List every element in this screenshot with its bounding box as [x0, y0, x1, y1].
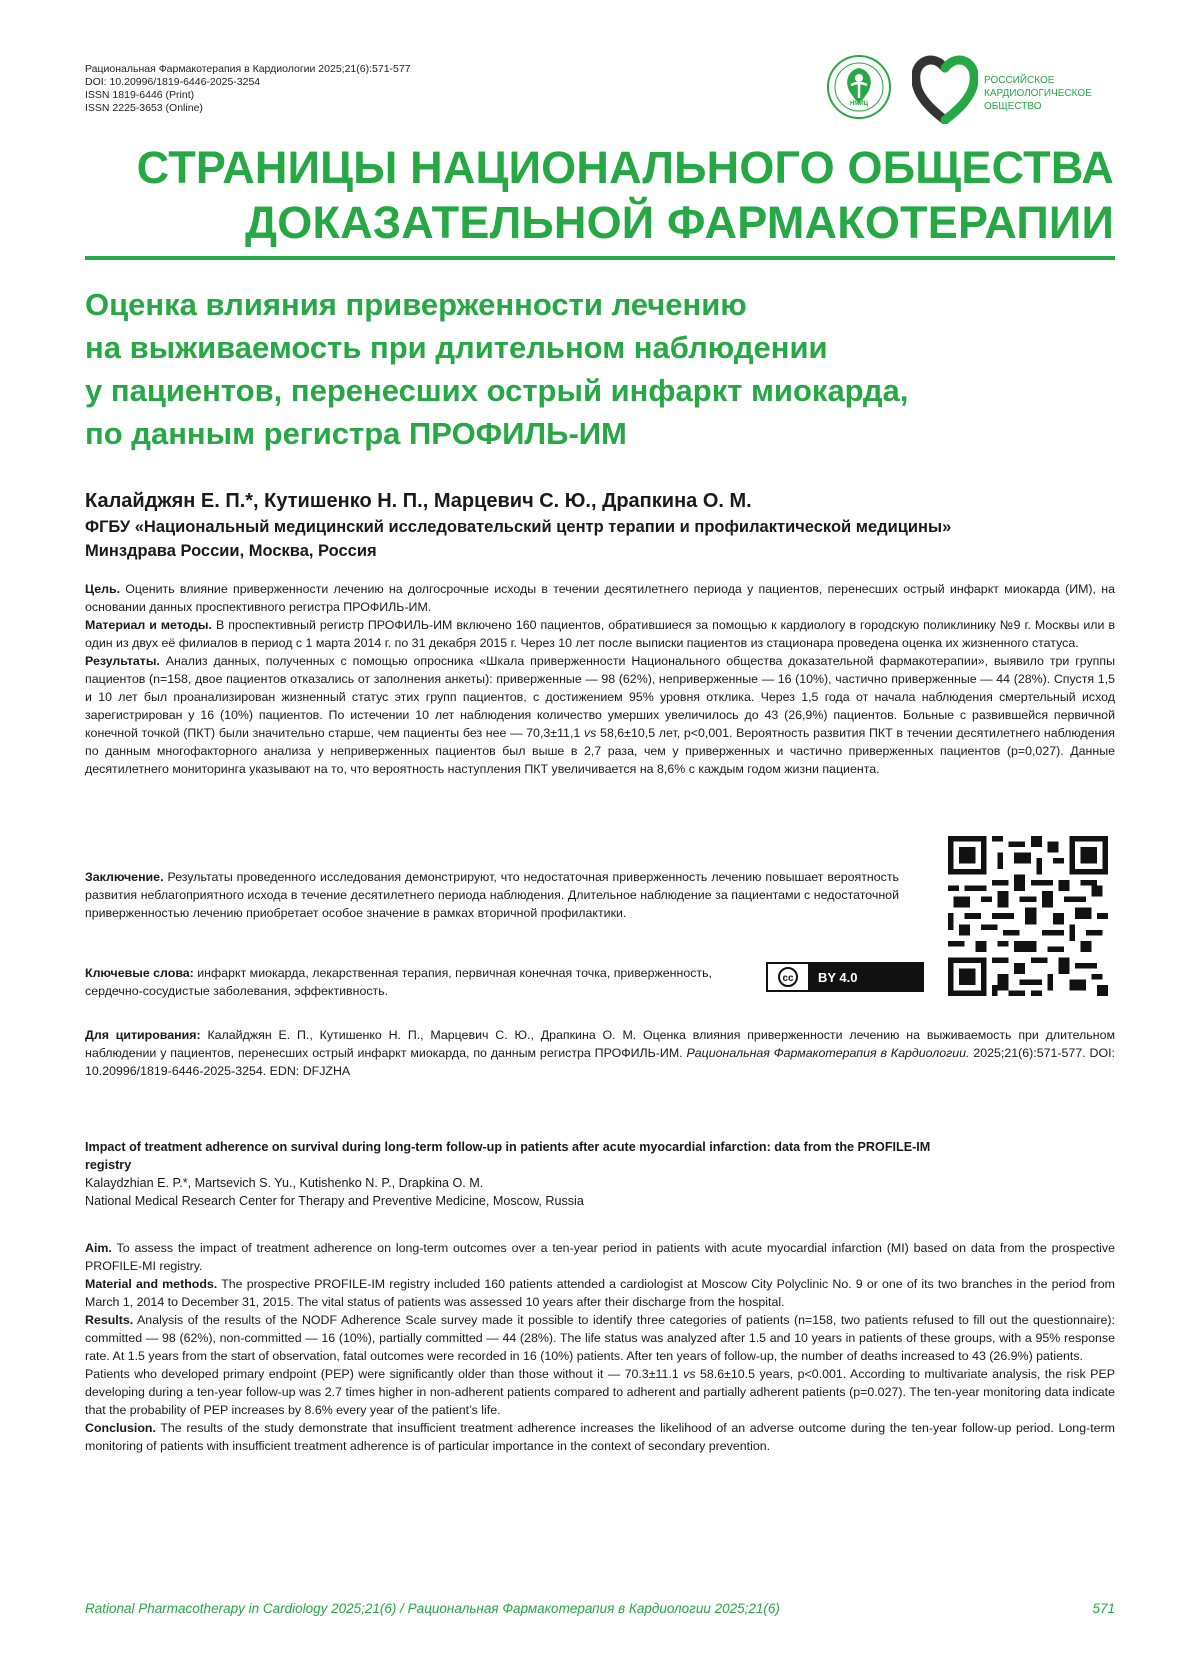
abstract-ru-lower [85, 868, 899, 922]
citation-text: Калайджян Е. П., Кутишенко Н. П., Марцевич С. Ю., Драпкина О. М. Оценка влияния приверженности лечению на выживаемость при длительном наблюдении у пациентов, перенесших острый инфаркт миокарда, по данным регистра ПРОФИЛЬ-ИМ. [85, 1028, 1115, 1060]
section-title-line-1: СТРАНИЦЫ НАЦИОНАЛЬНОГО ОБЩЕСТВА [136, 142, 1114, 193]
article-title-line-2: на выживаемость при длительном наблюдении [85, 330, 828, 365]
abstract-ru-results-vs: vs [583, 726, 597, 740]
section-title [0, 140, 1114, 250]
abstract-en-methods-text: The prospective PROFILE-IM registry included 160 patients attended a cardiologist at Moscow City Polyclinic No. 9 or one of its two branches in the period from March 1, 2014 to December 31, 2015. The vital status of patients was assessed 10 years after their discharge from the hospital. [85, 1277, 1115, 1309]
article-title-line-4: по данным регистра ПРОФИЛЬ-ИМ [85, 416, 627, 451]
abstract-ru-conclusion [85, 868, 899, 922]
abstract-en-conclusion [85, 1419, 1115, 1455]
english-header [85, 1138, 1115, 1210]
citation-tail: 2025;21(6):571-577. DOI: 10.20996/1819-6446-2025-3254. EDN: DFJZHA [85, 1046, 1115, 1078]
rko-logo [912, 50, 1122, 124]
abstract-en-aim [85, 1239, 1115, 1275]
abstract-en-methods-label: Material and methods. [85, 1277, 218, 1291]
footer-journal: Rational Pharmacotherapy in Cardiology 2025;21(6) / Рациональная Фармакотерапия в Кардиологии 2025;21(6) [85, 1601, 780, 1616]
citation [85, 1026, 1115, 1080]
nmic-logo-text: НМИЦ [849, 101, 869, 107]
qr-code[interactable] [948, 836, 1108, 996]
abstract-ru-results-label: Результаты. [85, 654, 160, 668]
abstract-ru-aim [85, 580, 1115, 616]
abstract-ru-conclusion-text: Результаты проведенного исследования демонстрируют, что недостаточная приверженность лечению повышает вероятность развития неблагоприятного исхода в течение десятилетнего периода наблюдения. Длительное наблюдение за пациентами с недостаточной приверженностью лечению приобретает особое значение в рамках вторичной профилактики. [85, 870, 899, 920]
keywords-label: Ключевые слова: [85, 966, 194, 980]
abstract-en-aim-text: To assess the impact of treatment adherence on long-term outcomes over a ten-year period in patients with acute myocardial infarction (MI) based on data from the prospective PROFILE-MI registry. [85, 1241, 1116, 1273]
abstract-en-results [85, 1311, 1115, 1365]
meta-issn-online: ISSN 2225-3653 (Online) [85, 102, 203, 114]
article-title-line-3: у пациентов, перенесших острый инфаркт миокарда, [85, 373, 909, 408]
nmic-logo-emblem [826, 54, 892, 120]
affiliation [85, 515, 1125, 563]
nmic-logo [826, 54, 892, 120]
meta-journal-line: Рациональная Фармакотерапия в Кардиологии 2025;21(6):571-577 [85, 63, 411, 75]
abstract-ru-results-text-b: 58,6±10,5 лет, p<0,001. Вероятность развития ПКТ в течении десятилетнего наблюдения по данным многофакторного анализа у неприверженных пациентов был выше в 2,7 раза, чем у приверженных и частично приверженных пациентов (p=0,027). Данные десятилетнего мониторинга указывают на то, что вероятность наступления ПКТ увеличивается на 8,6% с каждым годом жизни пациента. [85, 726, 1115, 776]
cc-icon [768, 964, 808, 990]
english-authors: Kalaydzhian E. P.*, Martsevich S. Yu., Kutishenko N. P., Drapkina O. M. [85, 1176, 484, 1190]
abstract-en-methods [85, 1275, 1115, 1311]
abstract-en-results2-vs: vs [683, 1367, 696, 1381]
keywords-text: инфаркт миокарда, лекарственная терапия, первичная конечная точка, приверженность, сердечно-сосудистые заболевания, эффективность. [85, 966, 712, 998]
authors: Калайджян Е. П.*, Кутишенко Н. П., Марцевич С. Ю., Драпкина О. М. [85, 490, 752, 512]
rko-logo-heart [912, 50, 978, 124]
meta-issn-print: ISSN 1819-6446 (Print) [85, 89, 195, 101]
meta-doi: DOI: 10.20996/1819-6446-2025-3254 [85, 76, 261, 88]
cc-license-badge[interactable] [766, 962, 924, 992]
abstract-en [85, 1239, 1115, 1455]
rko-line-1: РОССИЙСКОЕ [984, 75, 1055, 86]
rko-logo-text [984, 74, 1092, 113]
abstract-en-results2-text-b: 58.6±10.5 years, p<0.001. According to multivariate analysis, the risk PEP developing during a ten-year follow-up was 2.7 times higher in non-adherent patients compared to adherent and partially adherent patients (p=0.027). The ten-year monitoring data indicate that the probability of PEP increases by 8.6% every year of the patient’s life. [85, 1367, 1115, 1417]
abstract-ru-aim-label: Цель. [85, 582, 121, 596]
abstract-ru-methods-label: Материал и методы. [85, 618, 212, 632]
citation-journal: Рациональная Фармакотерапия в Кардиологии. [686, 1046, 970, 1060]
article-title [85, 283, 1115, 455]
rko-line-3: ОБЩЕСТВО [984, 101, 1042, 112]
abstract-en-aim-label: Aim. [85, 1241, 112, 1255]
english-title: Impact of treatment adherence on survival during long-term follow-up in patients after acute myocardial infarction: data from the PROFILE-IM registry [85, 1140, 931, 1172]
abstract-ru-aim-text: Оценить влияние приверженности лечению на долгосрочные исходы в течении десятилетнего периода у пациентов, перенесших острый инфаркт миокарда (ИМ), на основании данных проспективного регистра ПРОФИЛЬ-ИМ. [85, 582, 1115, 614]
citation-label: Для цитирования: [85, 1028, 201, 1042]
affiliation-line-2: Минздрава России, Москва, Россия [85, 542, 377, 560]
abstract-en-results-text: Analysis of the results of the NODF Adherence Scale survey made it possible to identify three categories of patients (n=158, two patients refused to fill out the questionnaire): committed — 98 (62%), non-committed — 16 (10%), partially committed — 44 (28%). The life status was analyzed after 1.5 and 10 years in patients of these groups, with a 95% response rate. At 1.5 years from the start of observation, fatal outcomes were recorded in 16 (10%) patients. After ten years of follow-up, the number of deaths increased to 43 (26.9%) patients. [85, 1313, 1115, 1363]
abstract-en-conclusion-label: Conclusion. [85, 1421, 156, 1435]
abstract-en-results-label: Results. [85, 1313, 134, 1327]
section-divider [85, 256, 1115, 260]
qr-code-image [948, 836, 1108, 996]
keywords [85, 964, 735, 1000]
abstract-en-conclusion-text: The results of the study demonstrate that insufficient treatment adherence increases the likelihood of an adverse outcome during the ten-year follow-up period. Long-term monitoring of patients with insufficient treatment adherence is of particular importance in the context of secondary prevention. [85, 1421, 1115, 1453]
rko-line-2: КАРДИОЛОГИЧЕСКОЕ [984, 88, 1092, 99]
abstract-ru-results-text-a: Анализ данных, полученных с помощью опросника «Шкала приверженности Национального общества доказательной фармакотерапии», выявило три группы пациентов (n=158, двое пациентов отказались от заполнения анкеты): приверженные — 98 (62%), неприверженные — 16 (10%), частично приверженные — 44 (28%). Спустя 1,5 и 10 лет был проанализирован жизненный статус этих групп пациентов, с достижением 95% уровня отклика. Через 1,5 года от начала наблюдения смертельный исход зарегистрирован у 16 (10%) пациентов. По истечении 10 лет наблюдения количество умерших увеличилось до 43 (26,9%) пациентов. Больные с развившейся первичной конечной точкой (ПКТ) были значительно старше, чем пациенты без нее — 70,3±11,1 [85, 654, 1115, 740]
abstract-ru-conclusion-label: Заключение. [85, 870, 164, 884]
section-title-line-2: ДОКАЗАТЕЛЬНОЙ ФАРМАКОТЕРАПИИ [245, 197, 1114, 248]
abstract-en-results2-text-a: Patients who developed primary endpoint (PEP) were significantly older than those without it — 70.3±11.1 [85, 1367, 679, 1381]
abstract-ru-results [85, 652, 1115, 778]
abstract-ru-upper [85, 580, 1115, 778]
journal-meta [85, 63, 411, 115]
abstract-en-results-2 [85, 1365, 1115, 1419]
cc-license-label: BY 4.0 [818, 969, 858, 985]
article-title-line-1: Оценка влияния приверженности лечению [85, 287, 747, 322]
page-number: 571 [1092, 1601, 1115, 1616]
cc-icon-glyph: cc [778, 967, 798, 987]
affiliation-line-1: ФГБУ «Национальный медицинский исследовательский центр терапии и профилактической медицины» [85, 518, 952, 536]
abstract-ru-methods [85, 616, 1115, 652]
abstract-ru-methods-text: В проспективный регистр ПРОФИЛЬ-ИМ включено 160 пациентов, обратившиеся за помощью к кардиологу в городскую поликлинику №9 г. Москвы или в один из двух её филиалов в период с 1 марта 2014 г. по 31 декабря 2015 г. Через 10 лет после выписки пациентов из стационара проведена оценка их жизненного статуса. [85, 618, 1116, 650]
english-affiliation: National Medical Research Center for Therapy and Preventive Medicine, Moscow, Russia [85, 1194, 584, 1208]
